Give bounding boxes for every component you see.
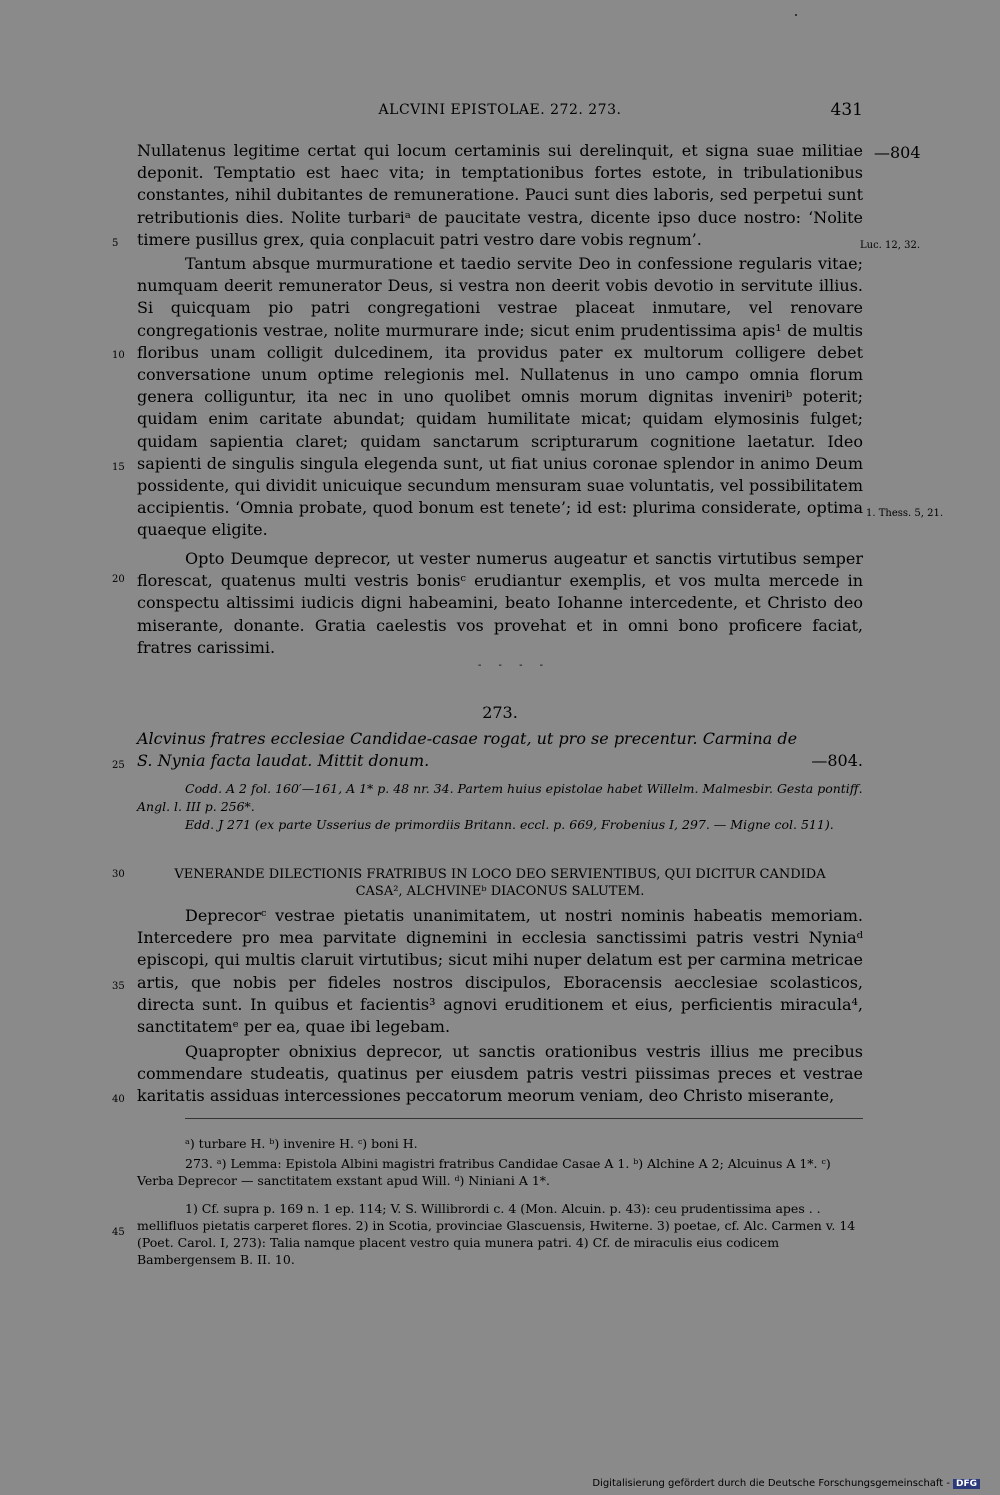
date-range-letter: —804. [811,751,863,770]
footnotes [137,1135,863,1271]
summary-line-2-wrap [137,750,863,772]
line-number: 30 [112,869,125,880]
scan-speck [795,14,797,16]
footnote-variants-273: 273. ᵃ) Lemma: Epistola Albini magistri fratribus Candidae Casae A 1. ᵇ) Alchine A 2; Alcuinus A 1*. ᶜ) Verba Deprecor — sanctitatem exstant apud Will. ᵈ) Niniani A 1*. [137,1156,831,1188]
page-number: 431 [830,100,863,120]
letter-272-paragraph-2: Tantum absque murmuratione et taedio servite Deo in confessione regularis vitae; numquam deerit remunerator Deus, si vestra non deerit vobis devotio in servitute illius. Si quicquam pio patri congregationi vestrae placeat inmutare, vel renovare congregationis vestrae, nolite murmurare inde; sicut enim prudentissima apis¹ de multis floribus unam colligit dulcedinem, ita providus pater ex multorum colligere debet conversatione unum optime relegionis mel. Nullatenus in uno campo omnia florum genera colliguntur, ita nec in uno quolibet omnis morum dignitas inveniriᵇ poterit; quidam enim caritate abundat; quidam humilitate micat; quidam elymosinis fulget; quidam sapientia claret; quidam sanctarum scripturarum cognitione laetatur. Ideo sapienti de singulis singula elegenda sunt, ut fiat unius coronae splendor in animo Deum possidente, qui dividit unicuique secundum mensuram suae voluntatis, vel possibilitatem accipientis. ‘Omnia probate, quod bonum est tenete’; id est: plurima considerate, optima quaeque eligite. [137,254,863,540]
footnote-commentary: 1) Cf. supra p. 169 n. 1 ep. 114; V. S. Willibrordi c. 4 (Mon. Alcuin. p. 43): ceu prudentissima apes . . mellifluos pietatis carperet flores. 2) in Scotia, provinciae Glascuensis, Hwiterne. 3) poetae, cf. Alc. Carmen v. 14 (Poet. Carol. I, 273): Talia namque placent vestro quia munera patri. 4) Cf. de miraculis eius codicem Bambergensem B. II. 10. [137,1201,856,1267]
line-number: 25 [112,760,125,771]
line-number: 20 [112,574,125,585]
manuscript-info [137,780,863,834]
letter-272-paragraph-3: Opto Deumque deprecor, ut vester numerus augeatur et sanctis virtutibus semper florescat, quatenus multi vestris bonisᶜ erudiantur exemplis, et vos multa mercede in conspectu altissimi iudicis digni habeamini, beato Iohanne intercedente, et Christo deo miserante, donante. Gratia caelestis vos provehat et in omni bono proficere faciat, fratres carissimi. [137,549,863,657]
letter-273-summary [137,728,863,772]
line-number: 5 [112,238,119,249]
summary-line-2: S. Nynia facta laudat. Mittit donum. [137,751,430,770]
footnote-variants-272: ᵃ) turbare H. ᵇ) invenire H. ᶜ) boni H. [185,1136,418,1151]
running-title: ALCVINI EPISTOLAE. 272. 273. [378,102,622,118]
digitization-credit [592,1478,980,1489]
marginal-ref-thess: 1. Thess. 5, 21. [866,508,943,519]
letter-address [137,866,863,900]
letter-273-paragraph-2: Quapropter obnixius deprecor, ut sanctis orationibus vestris illius me precibus commendare studeatis, quatinus per eiusdem patris vestri piissimas preces et vestrae karitatis assiduas intercessiones peccatorum meorum veniam, deo Christo miserante, [137,1042,863,1106]
letter-273-paragraph-1: Deprecorᶜ vestrae pietatis unanimitatem, ut nostri nominis habeatis memoriam. Intercedere pro mea parvitate dignemini in ecclesia sanctissimi patris vestri Nyniaᵈ episcopi, qui multis claruit virtutibus; sicut mihi nuper delatum est per carmina metricae artis, que nobis per fideles nostros discipulos, Eboracensis aecclesiae scolasticos, directa sunt. In quibus et facientis³ agnovi eruditionem et eius, perficientis miracula⁴, sanctitatemᵉ per ea, quae ibi legebam. [137,906,863,1037]
page-header [137,100,863,124]
footnote-rule [185,1118,863,1119]
line-number: 40 [112,1094,125,1105]
editions-line: Edd. J 271 (ex parte Usserius de primordiis Britann. eccl. p. 669, Frobenius I, 297. — Migne col. 511). [185,817,834,832]
codices-line: Codd. A 2 fol. 160′—161, A 1* p. 48 nr. 34. Partem huius epistolae habet Willelm. Malmesbir. Gesta pontiff. Angl. l. III p. 256*. [137,781,863,814]
marginal-ref-luc: Luc. 12, 32. [860,240,921,251]
summary-line-1: Alcvinus fratres ecclesiae Candidae-casae rogat, ut pro se precentur. Carmina de [137,729,798,748]
line-number: 35 [112,981,125,992]
line-number: 15 [112,462,125,473]
dfg-logo: DFG [953,1479,980,1489]
date-range-top: —804 [874,143,921,162]
address-line-2: CASA², ALCHVINEᵇ DIACONUS SALUTEM. [355,884,645,899]
line-number: 10 [112,350,125,361]
section-separator: - - - - [478,660,551,671]
credit-text: Digitalisierung gefördert durch die Deutsche Forschungsgemeinschaft - [592,1478,950,1489]
line-number: 45 [112,1227,125,1238]
address-line-1: VENERANDE DILECTIONIS FRATRIBUS IN LOCO DEO SERVIENTIBUS, QUI DICITUR CANDIDA [174,867,826,882]
letter-273-number: 273. [482,703,518,722]
footnote-gap [137,1192,863,1200]
letter-272-paragraph-1: Nullatenus legitime certat qui locum certaminis sui derelinquit, et signa suae militiae deponit. Temptatio est haec vita; in temptationibus fortes estote, in tribulationibus constantes, nihil dubitantes de remuneratione. Pauci sunt dies laboris, sed perpetui sunt retributionis dies. Nolite turbariᵃ de paucitate vestra, dicente ipso duce nostro: ‘Nolite timere pusillus grex, quia conplacuit patri vestro dare vobis regnum’. [137,141,863,249]
